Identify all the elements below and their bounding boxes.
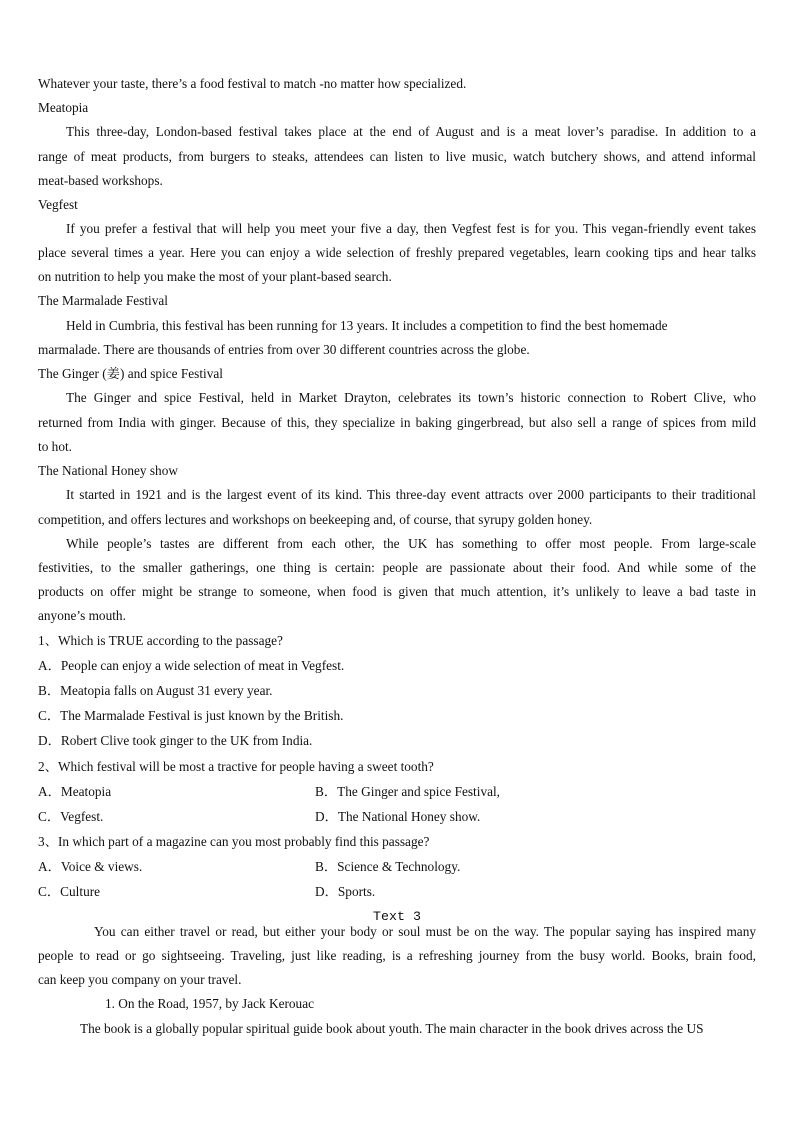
festival-heading: Vegfest <box>38 197 78 212</box>
option-c: C．Vegfest. <box>38 809 104 824</box>
festival-text: The Ginger and spice Festival, held in Market Drayton, celebrates its town’s historic connection to Robert Clive, who <box>66 390 756 405</box>
festival-text: returned from India with ginger. Because of this, they specialize in baking gingerbread, but also sell a range of spices from mild <box>38 415 756 430</box>
option-b: B．Science & Technology. <box>315 859 461 874</box>
section-title: Text 3 <box>373 909 421 924</box>
book-text: The book is a globally popular spiritual guide book about youth. The main character in the book drives across the US <box>80 1021 704 1036</box>
text3-intro: can keep you company on your travel. <box>38 972 242 987</box>
text3-intro: You can either travel or read, but either your body or soul must be on the way. The popular saying has inspired many <box>94 924 756 939</box>
book-title: 1. On the Road, 1957, by Jack Kerouac <box>105 996 315 1011</box>
option-a: A．People can enjoy a wide selection of meat in Vegfest. <box>38 658 345 673</box>
festival-heading: The Marmalade Festival <box>38 293 168 308</box>
option-a: A．Meatopia <box>38 784 112 799</box>
festival-text: marmalade. There are thousands of entries from over 30 different countries across the globe. <box>38 342 530 357</box>
festival-text: to hot. <box>38 439 72 454</box>
question-3: 3、In which part of a magazine can you most probably find this passage? <box>38 834 430 849</box>
intro-text: Whatever your taste, there’s a food festival to match -no matter how specialized. <box>38 76 467 91</box>
festival-heading: Meatopia <box>38 100 89 115</box>
option-b: B．The Ginger and spice Festival, <box>315 784 501 799</box>
conclusion-text: While people’s tastes are different from each other, the UK has something to offer most people. From large-scale <box>66 536 756 551</box>
festival-text: This three-day, London-based festival takes place at the end of August and is a meat lover’s paradise. In addition to a <box>66 124 756 139</box>
festival-heading: The National Honey show <box>38 463 178 478</box>
question-2: 2、Which festival will be most a tractive for people having a sweet tooth? <box>38 759 434 774</box>
conclusion-text: anyone’s mouth. <box>38 608 126 623</box>
festival-text: Held in Cumbria, this festival has been running for 13 years. It includes a competition to find the best homemade <box>66 318 668 333</box>
festival-text: It started in 1921 and is the largest event of its kind. This three-day event attracts over 2000 participants to their traditional <box>66 487 756 502</box>
conclusion-text: festivities, to the smaller gatherings, one thing is certain: people are passionate about their food. And while some of the <box>38 560 756 575</box>
text3-intro: people to read or go sightseeing. Traveling, just like reading, is a refreshing journey from the busy world. Books, brain food, <box>38 948 756 963</box>
conclusion-text: products on offer might be strange to someone, when food is given that much attention, it’s unlikely to leave a bad taste in <box>38 584 756 599</box>
festival-text: If you prefer a festival that will help you meet your five a day, then Vegfest fest is for you. This vegan-friendly event takes <box>66 221 756 236</box>
option-d: D．Sports. <box>315 884 376 899</box>
option-d: D．Robert Clive took ginger to the UK from India. <box>38 733 313 748</box>
festival-text: competition, and offers lectures and workshops on beekeeping and, of course, that syrupy golden honey. <box>38 512 593 527</box>
option-b: B．Meatopia falls on August 31 every year. <box>38 683 273 698</box>
festival-heading: The Ginger (姜) and spice Festival <box>38 366 223 381</box>
option-c: C．The Marmalade Festival is just known by the British. <box>38 708 344 723</box>
festival-text: on nutrition to help you make the most of your plant-based search. <box>38 269 392 284</box>
festival-text: range of meat products, from burgers to steaks, attendees can listen to live music, watch butchery shows, and attend informal <box>38 149 756 164</box>
festival-text: place several times a year. Here you can enjoy a wide selection of freshly prepared vegetables, learn cooking tips and hear talks <box>38 245 756 260</box>
option-a: A．Voice & views. <box>38 859 143 874</box>
festival-text: meat-based workshops. <box>38 173 163 188</box>
option-c: C．Culture <box>38 884 101 899</box>
option-d: D．The National Honey show. <box>315 809 481 824</box>
question-1: 1、Which is TRUE according to the passage? <box>38 633 283 648</box>
